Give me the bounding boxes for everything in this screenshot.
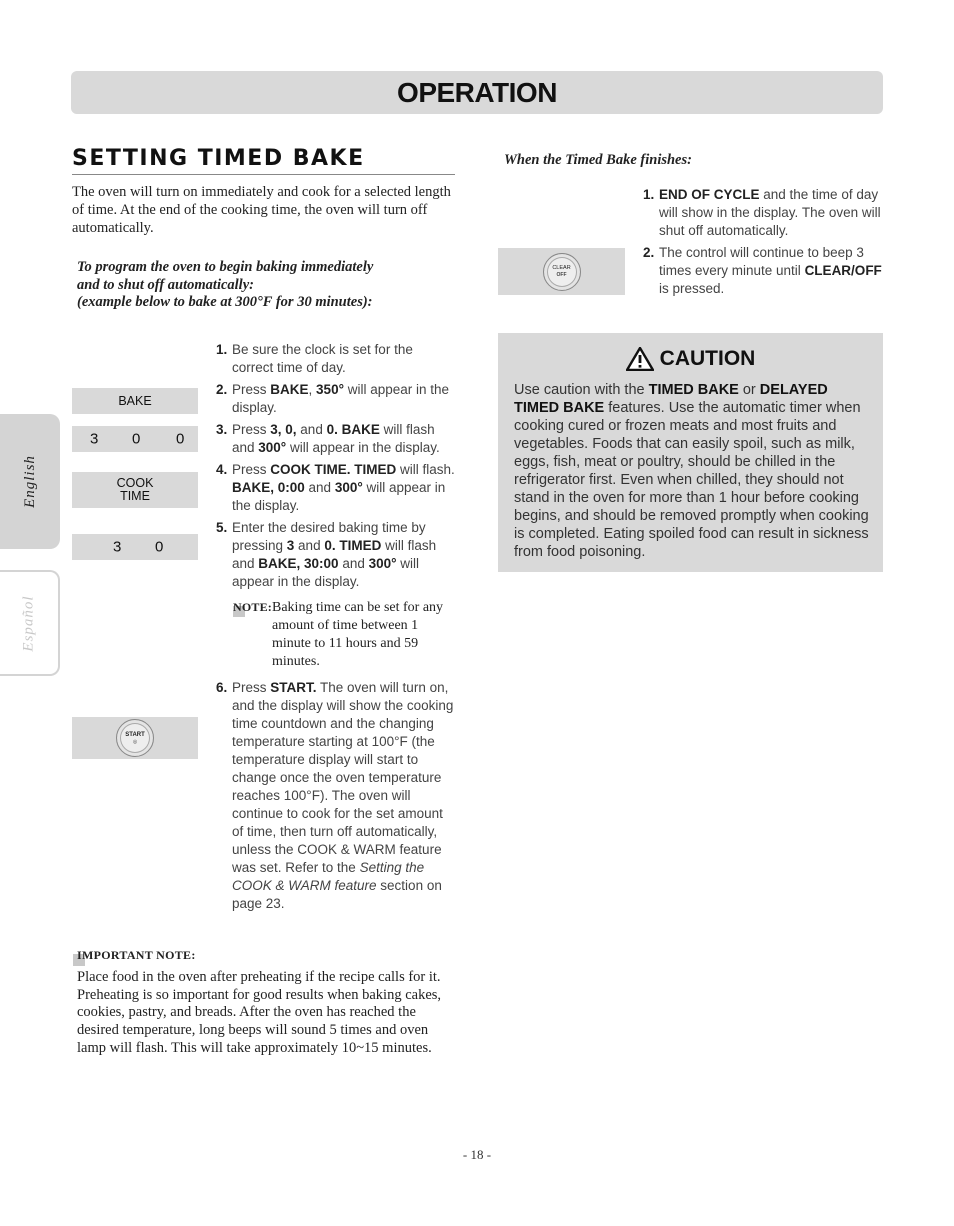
step-number: 2. xyxy=(216,382,228,397)
header-bar xyxy=(71,71,883,114)
step-6 xyxy=(216,679,456,913)
clear-key-panel xyxy=(498,248,625,295)
caution-title: CAUTION xyxy=(659,347,756,370)
page-number: - 18 - xyxy=(462,1147,492,1162)
step-number: 5. xyxy=(216,520,228,535)
note-text: Baking time can be set for any amount of time between 1 minute to 11 hours and 59 minutes. xyxy=(272,600,444,669)
caution-text: Use caution with the TIMED BAKE or DELAYED TIMED BAKE features. Use the automatic timer when cooking cured or frozen meats and most fruits and vegetables. Foods that can easily spoil, such as milk, eggs, fish, meat or poultry, should be chilled in the refrigerator first. Even when chilled, they should not stand in the oven for more than 1 hour before cooking begins, and should be removed promptly when cooking is completed. Eating spoiled food can result in sickness from food poisoning. xyxy=(514,382,869,560)
finish-step-1 xyxy=(643,186,883,240)
tab-english[interactable] xyxy=(0,414,60,549)
finish-step-2 xyxy=(643,244,883,298)
note-label: NOTE: xyxy=(233,600,263,616)
program-note-line: and to shut off automatically: xyxy=(77,276,254,293)
display-digit: 3 xyxy=(90,430,99,448)
display-digit: 0 xyxy=(176,430,185,448)
section-title: SETTING TIMED BAKE xyxy=(72,145,455,175)
warning-icon xyxy=(626,347,654,371)
bake-key-panel xyxy=(72,388,198,414)
step-text: Be sure the clock is set for the correct time of day. xyxy=(232,342,413,375)
step-5 xyxy=(216,519,456,591)
caution-header xyxy=(498,345,883,373)
step-number: 4. xyxy=(216,462,228,477)
display-digit: 3 xyxy=(113,538,122,556)
display-digit: 0 xyxy=(132,430,141,448)
intro-paragraph: The oven will turn on immediately and cook for a selected length of time. At the end of the cooking time, the oven will turn off automatically. xyxy=(72,184,451,236)
important-note-text: Place food in the oven after preheating if the recipe calls for it. Preheating is so important for good results when baking cakes, cookies, pastry, and breads. After the oven has reached the desired temperature, long beeps will sound 5 times and oven lamp will flash. This will take approximately 10~15 minutes. xyxy=(77,969,442,1056)
step-number: 6. xyxy=(216,680,228,695)
display-300-panel xyxy=(72,426,198,452)
clear-button-label: CLEAR xyxy=(552,265,571,271)
tab-espanol[interactable] xyxy=(0,570,60,676)
step-text: Press BAKE, 350° will appear in the display. xyxy=(232,382,450,415)
step-number: 1. xyxy=(216,342,228,357)
display-30-panel xyxy=(72,534,198,560)
program-note-line: To program the oven to begin baking immediately xyxy=(77,259,374,275)
step-number: 3. xyxy=(216,422,228,437)
finish-title: When the Timed Bake finishes: xyxy=(504,152,692,168)
important-note-label: IMPORTANT NOTE: xyxy=(73,948,213,966)
step-3 xyxy=(216,421,456,457)
cook-time-key-panel xyxy=(72,472,198,508)
bake-key-label: BAKE xyxy=(118,393,152,408)
start-key-panel xyxy=(72,717,198,759)
step-4 xyxy=(216,461,456,515)
cook-time-key-label: COOK xyxy=(116,476,154,490)
tab-english-label: English xyxy=(21,455,38,508)
step-text: Press START. The oven will turn on, and the display will show the cooking time countdown and the changing temperature starting at 100°F (the temperature display will start to change once the oven temperature reaches 100°F). The oven will continue to cook for the set amount of time, then turn off automatically, unless the COOK & WARM feature was set. Refer to the Setting the COOK & WARM feature section on page 23. xyxy=(232,680,454,911)
start-button-label: START xyxy=(125,731,145,738)
step-number: 2. xyxy=(643,245,655,260)
off-button-label: OFF xyxy=(556,272,567,278)
step-text: Enter the desired baking time by pressing 3 and 0. TIMED will flash and BAKE, 30:00 and 300° will appear in the display. xyxy=(232,520,437,589)
step-text: Press 3, 0, and 0. BAKE will flash and 300° will appear in the display. xyxy=(232,422,440,455)
start-icon: ◎ xyxy=(132,738,138,745)
tab-espanol-label: Español xyxy=(20,594,37,652)
display-digit: 0 xyxy=(155,538,164,556)
step-text: END OF CYCLE and the time of day will show in the display. The oven will shut off automatically. xyxy=(659,187,881,238)
step-number: 1. xyxy=(643,187,655,202)
page-title: OPERATION xyxy=(397,76,557,108)
program-note-line: (example below to bake at 300°F for 30 minutes): xyxy=(77,294,373,310)
step-text: Press COOK TIME. TIMED will flash. BAKE, 0:00 and 300° will appear in the display. xyxy=(232,462,455,513)
cook-time-key-label: TIME xyxy=(120,489,150,503)
start-button xyxy=(116,719,154,757)
step-text: The control will continue to beep 3 times every minute until CLEAR/OFF is pressed. xyxy=(659,245,882,296)
step-1 xyxy=(216,341,456,377)
program-note xyxy=(77,259,462,312)
step-2 xyxy=(216,381,456,417)
caution-box xyxy=(498,333,883,572)
clear-off-button xyxy=(543,253,581,291)
